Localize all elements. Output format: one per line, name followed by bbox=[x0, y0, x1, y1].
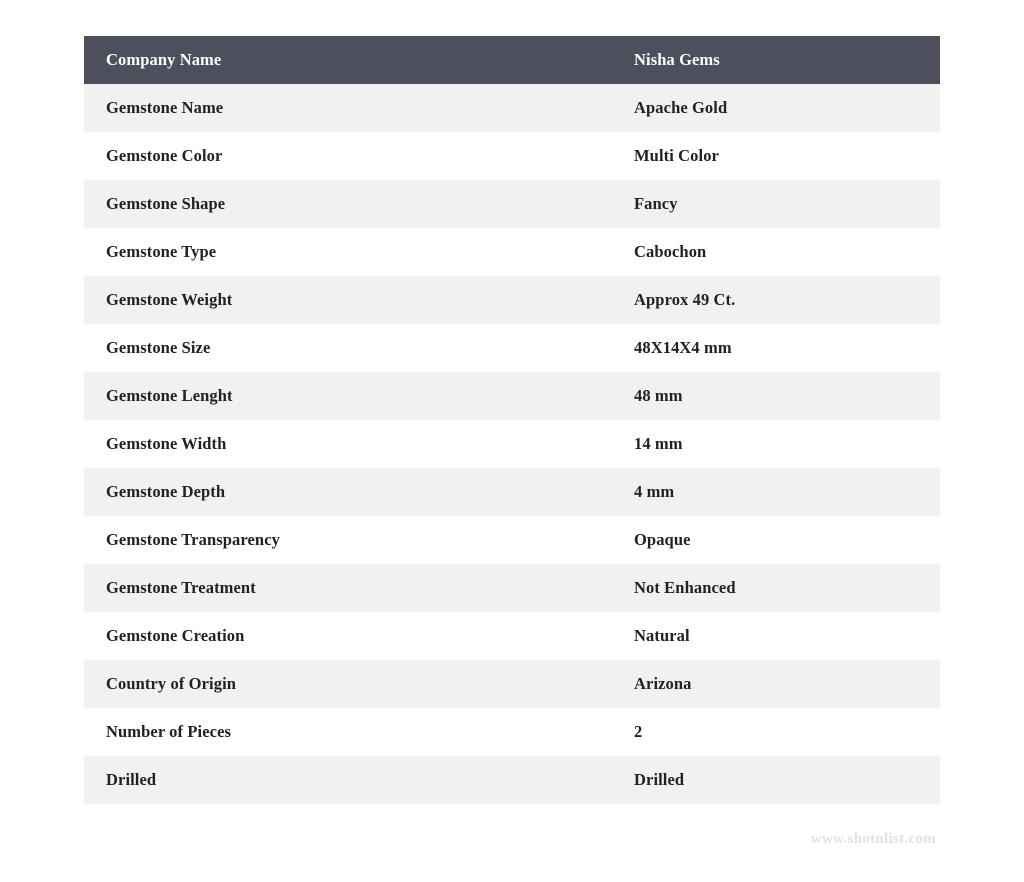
row-label-cell: Drilled bbox=[84, 756, 612, 804]
row-value-cell: 2 bbox=[612, 708, 940, 756]
row-value-cell: 14 mm bbox=[612, 420, 940, 468]
row-label-cell: Gemstone Color bbox=[84, 132, 612, 180]
row-value-cell: Not Enhanced bbox=[612, 564, 940, 612]
table-row bbox=[84, 276, 940, 324]
row-value-cell: Natural bbox=[612, 612, 940, 660]
row-label-cell: Gemstone Size bbox=[84, 324, 612, 372]
table-row bbox=[84, 468, 940, 516]
row-value-cell: Opaque bbox=[612, 516, 940, 564]
row-value-cell: Approx 49 Ct. bbox=[612, 276, 940, 324]
row-value-cell: 4 mm bbox=[612, 468, 940, 516]
row-value-cell: 48X14X4 mm bbox=[612, 324, 940, 372]
table-header-row bbox=[84, 36, 940, 84]
row-label-cell: Gemstone Shape bbox=[84, 180, 612, 228]
row-value-cell: Cabochon bbox=[612, 228, 940, 276]
table-row bbox=[84, 756, 940, 804]
table-row bbox=[84, 516, 940, 564]
header-value-cell: Nisha Gems bbox=[612, 36, 940, 84]
table-row bbox=[84, 84, 940, 132]
table-row bbox=[84, 420, 940, 468]
table-row bbox=[84, 324, 940, 372]
table-row bbox=[84, 180, 940, 228]
row-label-cell: Gemstone Creation bbox=[84, 612, 612, 660]
row-label-cell: Gemstone Width bbox=[84, 420, 612, 468]
table-row bbox=[84, 372, 940, 420]
table-row bbox=[84, 660, 940, 708]
row-label-cell: Gemstone Transparency bbox=[84, 516, 612, 564]
row-value-cell: Fancy bbox=[612, 180, 940, 228]
row-value-cell: Drilled bbox=[612, 756, 940, 804]
row-value-cell: 48 mm bbox=[612, 372, 940, 420]
row-label-cell: Country of Origin bbox=[84, 660, 612, 708]
row-label-cell: Gemstone Weight bbox=[84, 276, 612, 324]
spec-table-body bbox=[84, 36, 940, 804]
row-value-cell: Apache Gold bbox=[612, 84, 940, 132]
row-label-cell: Gemstone Name bbox=[84, 84, 612, 132]
table-row bbox=[84, 708, 940, 756]
row-label-cell: Gemstone Depth bbox=[84, 468, 612, 516]
row-label-cell: Number of Pieces bbox=[84, 708, 612, 756]
table-row bbox=[84, 612, 940, 660]
row-label-cell: Gemstone Lenght bbox=[84, 372, 612, 420]
gemstone-spec-table bbox=[84, 36, 940, 804]
header-label-cell: Company Name bbox=[84, 36, 612, 84]
table-row bbox=[84, 228, 940, 276]
table-row bbox=[84, 132, 940, 180]
watermark: www.shotnlist.com bbox=[810, 831, 936, 847]
row-label-cell: Gemstone Type bbox=[84, 228, 612, 276]
row-label-cell: Gemstone Treatment bbox=[84, 564, 612, 612]
table-row bbox=[84, 564, 940, 612]
row-value-cell: Arizona bbox=[612, 660, 940, 708]
row-value-cell: Multi Color bbox=[612, 132, 940, 180]
